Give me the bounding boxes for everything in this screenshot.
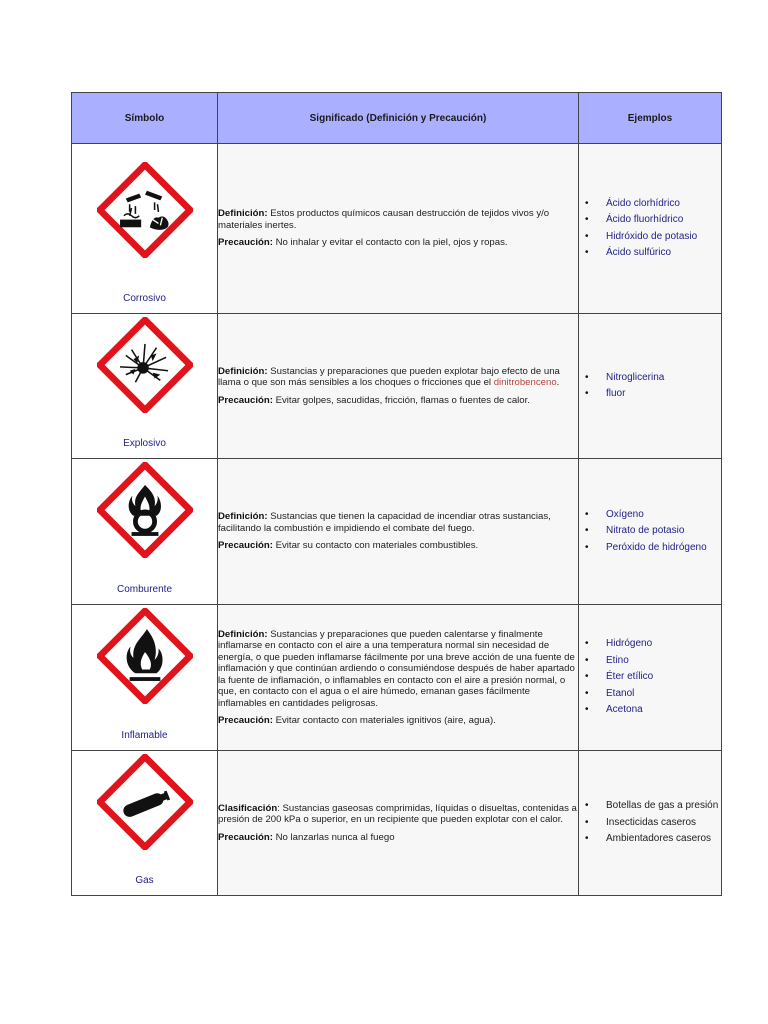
header-symbol: Símbolo xyxy=(72,93,218,144)
header-meaning: Significado (Definición y Precaución) xyxy=(218,93,579,144)
dinitrobenceno-link[interactable]: dinitrobenceno xyxy=(493,377,557,389)
classification-label: Clasificación xyxy=(218,802,278,814)
symbol-name: Corrosivo xyxy=(123,293,166,304)
symbol-name: Comburente xyxy=(116,584,173,595)
precaution-label: Precaución: xyxy=(218,237,273,249)
example-link[interactable]: • Nitrato de potasio xyxy=(606,523,721,540)
symbol-cell xyxy=(72,605,218,751)
description-cell xyxy=(218,605,579,751)
gas-cylinder-icon xyxy=(97,754,193,850)
table-row xyxy=(72,314,722,459)
precaution-label: Precaución: xyxy=(218,540,273,552)
example-link[interactable]: • Ácido clorhídrico xyxy=(606,196,721,213)
classification-text: : Sustancias gaseosas comprimidas, líquidas o disueltas, contenidas a presión de 200 kPa o superior, en un recipiente que pueden explotar con el calor. xyxy=(218,802,577,826)
examples-cell xyxy=(579,144,722,314)
symbol-name: Gas xyxy=(135,875,154,886)
definition-text: Sustancias que tienen la capacidad de incendiar otras sustancias, facilitando la combustión e impidiendo el combate del fuego. xyxy=(218,511,551,534)
examples-cell xyxy=(579,605,722,751)
precaution-label: Precaución: xyxy=(218,831,273,843)
symbol-name: Inflamable xyxy=(121,730,168,741)
description-cell xyxy=(218,314,579,459)
example-link[interactable]: • Éter etílico xyxy=(606,669,721,686)
example-link[interactable]: • Nitroglicerina xyxy=(606,370,721,387)
example-link[interactable]: • Acetona xyxy=(606,702,721,719)
precaution-text: Evitar contacto con materiales ignitivos (aire, agua). xyxy=(275,715,496,726)
flame-over-circle-icon xyxy=(97,462,193,558)
precaution-label: Precaución: xyxy=(218,715,273,726)
example-link[interactable]: • Peróxido de hidrógeno xyxy=(606,540,721,557)
definition-label: Definición: xyxy=(218,365,268,377)
symbol-cell xyxy=(72,314,218,459)
header-examples: Ejemplos xyxy=(579,93,722,144)
table-row xyxy=(72,144,722,314)
corrosive-icon xyxy=(97,162,193,258)
example-link[interactable]: • fluor xyxy=(606,386,721,403)
precaution-text: No lanzarlas nunca al fuego xyxy=(275,831,395,843)
hazard-symbols-table xyxy=(71,92,722,896)
examples-cell xyxy=(579,459,722,605)
definition-text: Sustancias y preparaciones que pueden calentarse y finalmente inflamarse en contacto con el aire a una temperatura normal sin necesidad de energía, o que pueden inflamarse fácilmente por una breve acción de una fuente de inflamación y que continúan ardiendo o consumiéndose después de haber apartado la fuente de inflamación, o inflamables en contacto con el aire a presión normal, o que, en contacto con el agua o el aire húmedo, emanan gases fácilmente inflamables en cantidades peligrosas. xyxy=(218,628,575,709)
table-row xyxy=(72,751,722,896)
table-row xyxy=(72,459,722,605)
precaution-text: No inhalar y evitar el contacto con la piel, ojos y ropas. xyxy=(275,237,508,249)
example-item: • Botellas de gas a presión xyxy=(606,798,721,815)
example-link[interactable]: • Ácido sulfúrico xyxy=(606,245,721,262)
examples-cell xyxy=(579,314,722,459)
definition-label: Definición: xyxy=(218,208,268,220)
flame-icon xyxy=(97,608,193,704)
description-cell xyxy=(218,751,579,896)
definition-text: Sustancias y preparaciones que pueden explotar bajo efecto de una llama o que son más sensibles a los choques o fricciones que el xyxy=(218,365,560,389)
precaution-label: Precaución: xyxy=(218,394,273,406)
example-item: • Ambientadores caseros xyxy=(606,831,721,848)
precaution-text: Evitar golpes, sacudidas, fricción, flamas o fuentes de calor. xyxy=(275,394,530,406)
example-link[interactable]: • Ácido fluorhídrico xyxy=(606,212,721,229)
definition-label: Definición: xyxy=(218,511,268,523)
symbol-cell xyxy=(72,144,218,314)
exploding-bomb-icon xyxy=(97,317,193,413)
precaution-text: Evitar su contacto con materiales combustibles. xyxy=(275,540,479,552)
example-item: • Insecticidas caseros xyxy=(606,815,721,832)
example-link[interactable]: • Oxígeno xyxy=(606,507,721,524)
example-link[interactable]: • Hidrógeno xyxy=(606,636,721,653)
table-header-row xyxy=(72,93,722,144)
symbol-cell xyxy=(72,459,218,605)
description-cell xyxy=(218,459,579,605)
definition-text: Estos productos químicos causan destrucción de tejidos vivos y/o materiales inertes. xyxy=(218,208,550,231)
table-row xyxy=(72,605,722,751)
definition-text-end: . xyxy=(556,377,560,389)
description-cell xyxy=(218,144,579,314)
example-link[interactable]: • Etino xyxy=(606,653,721,670)
examples-cell xyxy=(579,751,722,896)
definition-label: Definición: xyxy=(218,628,268,640)
symbol-name: Explosivo xyxy=(123,438,166,449)
symbol-cell xyxy=(72,751,218,896)
example-link[interactable]: • Etanol xyxy=(606,686,721,703)
example-link[interactable]: • Hidróxido de potasio xyxy=(606,229,721,246)
